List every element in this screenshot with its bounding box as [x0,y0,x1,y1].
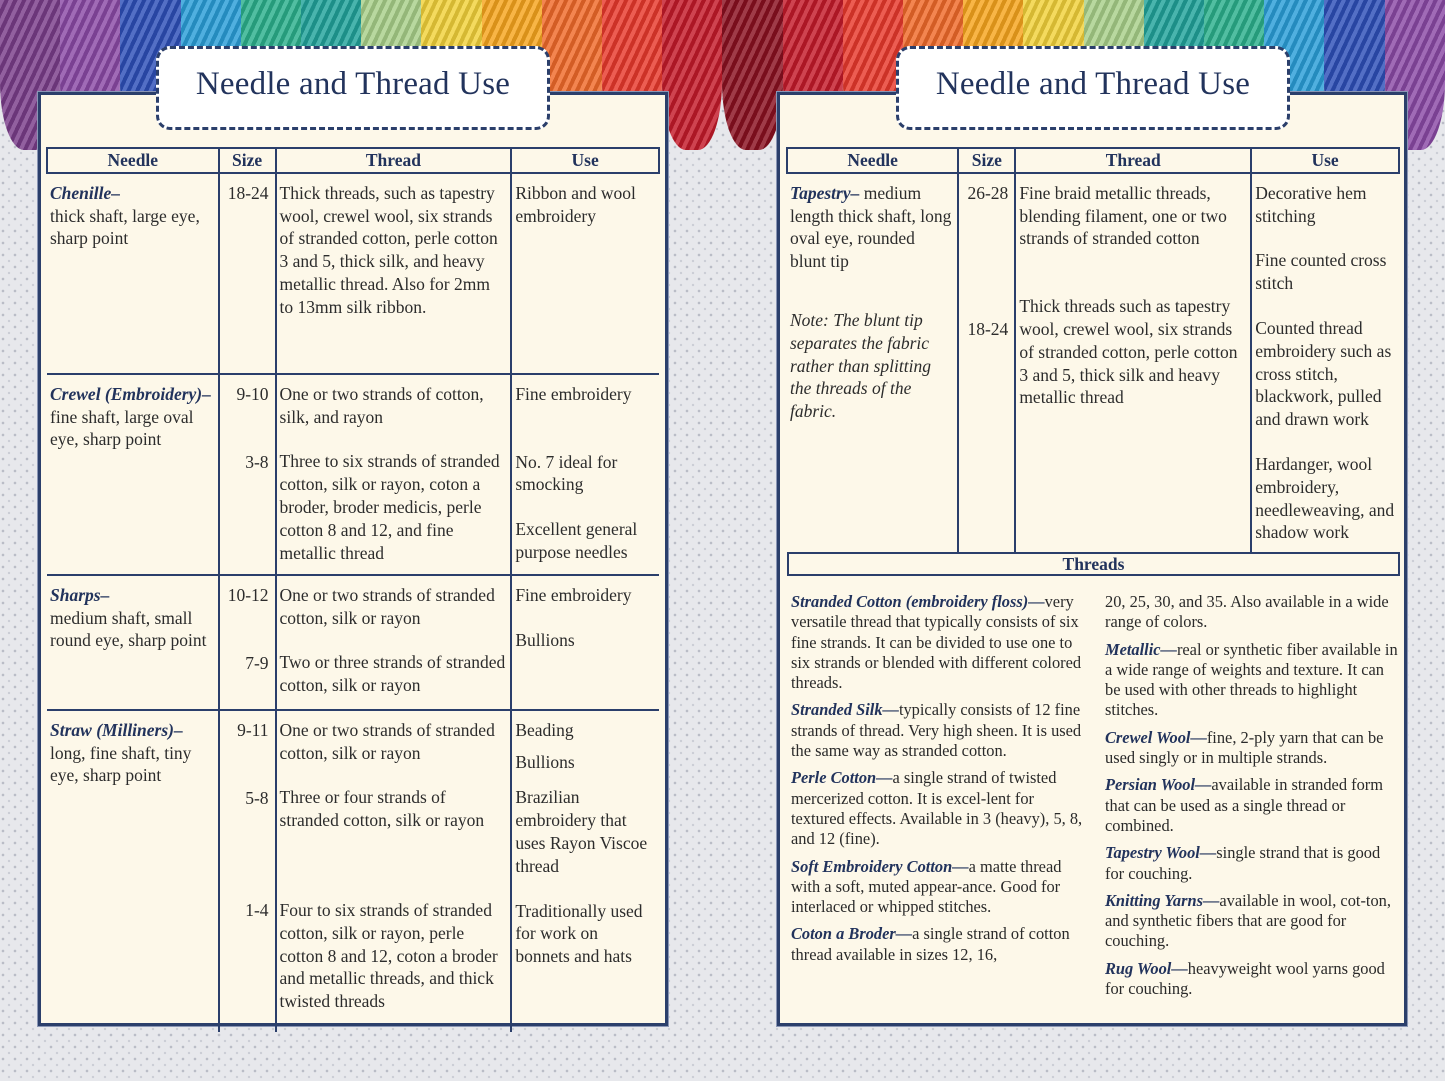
use-value: Ribbon and wool embroidery [515,182,636,226]
threads-section-header: Threads [787,552,1400,576]
thread-value: Four to six strands of stranded cotton, silk or rayon, perle cotton 8 and 12, coton a broder and metallic threads, and thick twisted threads [279,899,498,1012]
needle-name: Crewel (Embroidery)– [50,383,211,404]
needle-name: Tapestry– [790,182,860,203]
thread-value: One or two strands of stranded cotton, silk or rayon [279,719,495,763]
use-value: Beading [515,719,574,740]
needle-desc: thick shaft, large eye, sharp point [50,205,200,249]
table-row-crewel [47,374,659,575]
thread-value: Three or four strands of stranded cotton, silk or rayon [279,787,485,831]
needle-name: Chenille– [50,182,121,203]
size-value: 9-10 [236,383,269,404]
right-page-title-box [896,46,1290,130]
use-value: Fine embroidery [515,383,632,404]
needle-desc: medium length thick shaft, long oval eye, rounded blunt tip [790,182,952,272]
thread-value: Thick threads, such as tapestry wool, crewel wool, six strands of stranded cotton, perle cotton 3 and 5, thick silk, and heavy metallic thread. Also for 2mm to 13mm silk ribbon. [279,182,498,317]
thread-entry: Coton a Broder—a single strand of cotton thread available in sizes 12, 16, [791,924,1070,964]
left-page-title-box [156,46,550,130]
thread-entry: Stranded Silk—typically consists of 12 fine strands of thread. Very high sheen. It is used the same way as stranded cotton. [791,700,1082,761]
header-size: Size [958,148,1015,173]
thread-entry-continued: 20, 25, 30, and 35. Also available in a wide range of colors. [1105,592,1389,632]
thread-skein [662,0,722,150]
right-page-title: Needle and Thread Use [935,65,1251,102]
thread-entry: Stranded Cotton (embroidery floss)—very versatile thread that typically consists of six fine strands. It can be divided to use one to six strands or blended with different colored threads. [791,592,1082,693]
size-value: 18-24 [967,318,1009,339]
threads-column-right [1105,592,1403,1006]
tapestry-note: Note: The blunt tip separates the fabric rather than splitting the threads of the fabric. [790,309,931,422]
needle-desc: medium shaft, small round eye, sharp point [50,607,207,651]
header-thread: Thread [276,148,512,173]
thread-entry: Metallic—real or synthetic fiber available in a wide range of weights and texture. It can be used with other threads to highlight stitches. [1105,639,1398,720]
use-value: Excellent general purpose needles [515,519,638,562]
header-needle: Needle [787,148,958,173]
use-value: Hardanger, wool embroidery, needleweaving, and shadow work [1255,453,1395,543]
size-value: 9-11 [237,719,269,740]
table-row-sharps [47,575,659,710]
thread-value: Three to six strands of stranded cotton, silk or rayon, coton a broder, broder medicis, perle cotton 8 and 12, and fine metallic thread [279,451,500,563]
table-row-straw [47,710,659,1032]
table-header-row [47,148,659,173]
table-row-tapestry [787,173,1399,552]
thread-entry: Knitting Yarns—available in wool, cot-ton, and synthetic fibers that are good for couching. [1105,890,1391,951]
thread-value: Fine braid metallic threads, blending filament, one or two strands of stranded cotton [1019,182,1227,249]
header-size: Size [219,148,276,173]
use-value: Fine embroidery [515,584,632,605]
use-value: Brazilian embroidery that uses Rayon Viscoe thread [515,787,648,876]
needle-name: Straw (Milliners)– [50,719,183,740]
thread-entry: Rug Wool—heavyweight wool yarns good for couching. [1105,958,1385,999]
thread-value: One or two strands of stranded cotton, silk or rayon [279,584,495,628]
size-value: 26-28 [967,182,1009,203]
thread-value: Two or three strands of stranded cotton, silk or rayon [279,652,506,696]
use-value: Decorative hem stitching [1255,182,1367,226]
size-value: 3-8 [245,451,269,472]
header-use: Use [1251,148,1399,173]
needle-name: Sharps– [50,584,110,605]
size-value: 5-8 [245,787,269,808]
left-page-title: Needle and Thread Use [195,65,511,102]
header-needle: Needle [47,148,219,173]
use-value: Bullions [515,629,575,650]
size-value: 10-12 [227,584,269,605]
size-value: 7-9 [245,652,269,673]
needle-desc: fine shaft, large oval eye, sharp point [50,406,194,450]
table-row-chenille [47,173,659,374]
thread-value: Thick threads such as tapestry wool, crewel wool, six strands of stranded cotton, perle cotton 3 and 5, thick silk and heavy metallic thread [1019,296,1238,408]
thread-skein [722,0,782,150]
thread-entry: Tapestry Wool—single strand that is good for couching. [1105,843,1381,883]
header-thread: Thread [1015,148,1251,173]
left-needle-table [46,147,660,1032]
needle-desc: long, fine shaft, tiny eye, sharp point [50,742,192,786]
use-value: Traditionally used for work on bonnets and hats [515,900,643,967]
header-use: Use [511,148,659,173]
use-value: Fine counted cross stitch [1255,250,1387,294]
thread-value: One or two strands of cotton, silk, and rayon [279,383,484,427]
right-needle-table [786,147,1400,552]
use-value: Bullions [515,751,575,772]
thread-entry: Persian Wool—available in stranded form that can be used as a single thread or combined. [1105,775,1383,835]
thread-entry: Perle Cotton—a single strand of twisted mercerized cotton. It is excel-lent for textured effects. Available in 3 (heavy), 5, 8, and 12 (fine). [791,768,1083,849]
threads-glossary [791,592,1403,1006]
use-value: Counted thread embroidery such as cross stitch, blackwork, pulled and drawn work [1255,317,1392,430]
thread-entry: Crewel Wool—fine, 2-ply yarn that can be used singly or in multiple strands. [1105,727,1384,768]
table-header-row [787,148,1399,173]
use-value: No. 7 ideal for smocking [515,451,618,495]
size-value: 1-4 [245,900,269,921]
threads-column-left [791,592,1089,1006]
thread-entry: Soft Embroidery Cotton—a matte thread with a soft, muted appear-ance. Good for interlaced or whipped stitches. [791,856,1062,917]
size-value: 18-24 [227,182,269,203]
